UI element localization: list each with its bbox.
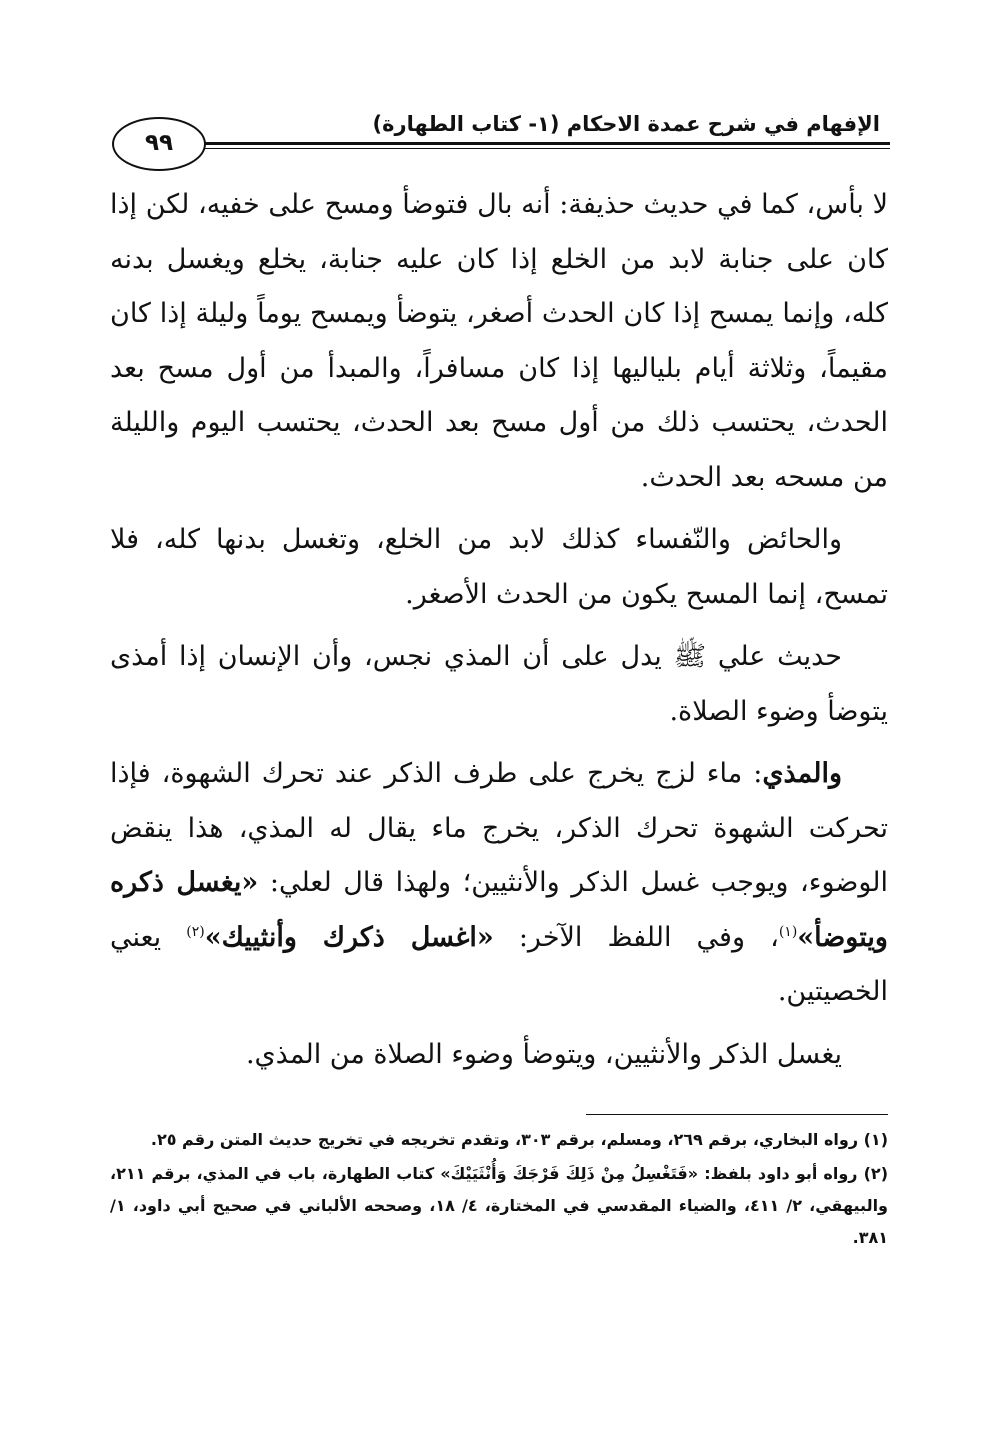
book-title: الإفهام في شرح عمدة الاحكام (١- كتاب الطهارة) (372, 112, 880, 136)
footnote-ref-2: (٢) (186, 923, 205, 940)
paragraph-4-text: : ماء لزج يخرج على طرف الذكر عند تحرك الشهوة، فإذا تحركت الشهوة تحرك الذكر، يخرج ماء يقال له المذي، هذا ينقض الوضوء، ويوجب غسل الذكر والأنثيين؛ ولهذا قال لعلي: (110, 758, 888, 898)
paragraph-2: والحائض والنّفساء كذلك لابد من الخلع، وتغسل بدنها كله، فلا تمسح، إنما المسح يكون من الحدث الأصغر. (110, 524, 888, 610)
footnote-1: (١) رواه البخاري، برقم ٢٦٩، ومسلم، برقم ٣٠٣، وتقدم تخريجه في تخريج حديث المتن رقم ٢٥. (150, 1130, 888, 1149)
defined-term: والمذي (762, 758, 842, 789)
paragraph-3: حديث علي ﷺ يدل على أن المذي نجس، وأن الإنسان إذا أمذى يتوضأ وضوء الصلاة. (110, 641, 888, 727)
header-rule-thick (200, 142, 890, 145)
hadith-quote-2: «اغسل ذكرك وأنثييك» (204, 921, 494, 953)
main-text (110, 178, 888, 1090)
footnotes (110, 1124, 888, 1256)
paragraph-1: لا بأس، كما في حديث حذيفة: أنه بال فتوضأ ومسح على خفيه، لكن إذا كان على جنابة لابد من الخلع إذا كان عليه جنابة، يخلع ويغسل بدنه كله، وإنما يمسح إذا كان الحدث أصغر، يتوضأ ويمسح يوماً وليلة إذا كان مقيماً، وثلاثة أيام بلياليها إذا كان مسافراً، والمبدأ من أول مسح بعد الحدث، يحتسب ذلك من أول مسح بعد الحدث، يحتسب اليوم والليلة من مسحه بعد الحدث. (110, 189, 888, 493)
footnote-separator (586, 1114, 888, 1115)
footnote-ref-1: (١) (778, 923, 798, 940)
paragraph-5: يغسل الذكر والأنثيين، ويتوضأ وضوء الصلاة من المذي. (245, 1038, 842, 1070)
footnote-2: (٢) رواه أبو داود بلفظ: «فَتَغْسِلُ مِنْ ذَلِكَ فَرْجَكَ وَأُنْثَيَيْكَ» كتاب الطهارة، باب في المذي، برقم ٢١١، والبيهقي، ٢/ ٤١١، والضياء المقدسي في المختارة، ٤/ ١٨، وصححه الألباني في صحيح أبي داود، ١/ ٣٨١. (110, 1164, 889, 1247)
paragraph-4-tail: يعني الخصيتين. (110, 921, 888, 1007)
page-number: ٩٩ (112, 117, 206, 171)
paragraph-4 (110, 747, 888, 1020)
hadith-quote-1: «يغسل ذكره ويتوضأ» (110, 867, 888, 953)
paragraph-4-middle: ، وفي اللفظ الآخر: (493, 921, 779, 953)
header-rule-thin (200, 148, 890, 149)
